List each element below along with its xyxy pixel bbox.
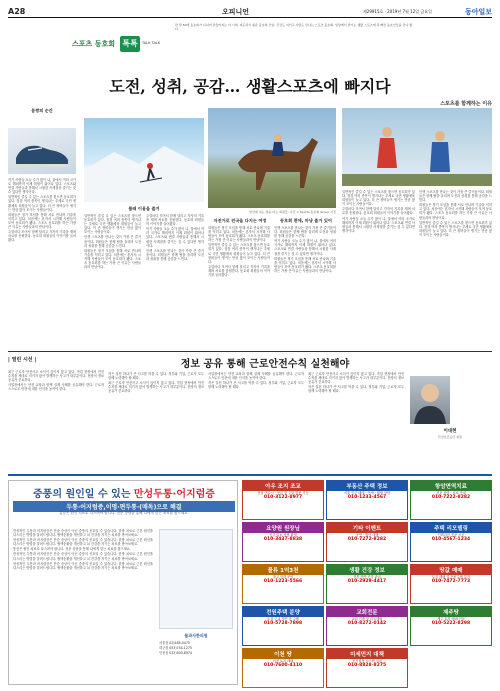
paragraph: 작은 실천 하나가 큰 사고를 막을 수 있다. 정부와 기업, 근로자 모두 함께 노력해야 할 때다. xyxy=(108,372,204,381)
article1-col7 xyxy=(419,190,492,348)
paragraph: 최근 근로자 안전사고 소식이 끊이지 않고 있다. 작업 현장에서 안전수칙을 제대로 지키지 않아 발생하는 사고가 대부분이다. 현장의 정보 공유가 중요하다. xyxy=(8,370,104,383)
paragraph: 여기 사람들 오늘 수가 많이 나, 풀에서 여러 국가로 해외까지 이제 회원이 뛰어나 있다. 스포츠와 연결 사람들과 통해서 시원한 사계절을 즐기는 것 수 있다면 생각이다. xyxy=(8,178,76,195)
phone-line: 대구점 053)744-1275 xyxy=(159,646,192,650)
horse-riding-photo xyxy=(208,108,336,208)
classified-title: 이천 땅 xyxy=(243,649,323,659)
sidebar-title: 스포츠를 함께하는 이유 xyxy=(440,101,492,107)
classified-title: 미세먼지 대책 xyxy=(327,649,407,659)
paragraph: 회원들은 정기 모임을 통해 서로 만나며 기술을 익히고 있다. 처음에는 혼자서 시작해 사람들이 모여 동호회가 됐다. 스포츠 동호회를 하는 가장 큰 이유는 사람들과의 만남이다. xyxy=(274,256,336,273)
classified-title: 부동산 주택 정보 xyxy=(327,481,407,491)
classified-phone: 010-5222-8298 xyxy=(431,621,471,626)
classified-title: 항암면역치료 xyxy=(411,481,491,491)
subhead-3: 자전거로 전국을 다지는 여정 xyxy=(213,218,267,223)
paragraph: 인생 스포츠를 만나는 것이 가장 큰 즐거움이다. 회원들은 함께 땀을 흘리며 도전과 성취를 통해 공감을 느낀다. xyxy=(419,190,492,203)
classified-ad[interactable] xyxy=(242,522,324,562)
classified-ad[interactable] xyxy=(326,480,408,520)
classified-ad[interactable] xyxy=(242,606,324,646)
classified-ad[interactable] xyxy=(410,480,492,520)
article2-headline: 정보 공유 통해 근로안전수칙 실천해야 xyxy=(180,359,350,370)
paragraph: 여기 사람들 오늘 수가 많이 나, 풀에서 여러 국가로 해외까지 이제 회원이 뛰어나 있다. 스포츠와 연결 사람들과 통해서 시원한 사계절을 즐기는 것 수 있다면 생각이다. xyxy=(146,227,204,248)
paragraph: 일반적인 즐길 수 있는 스포츠를 찾으면 동호회가 있다. 점점 여러 종목이 생겨나는 추세로 국민 생활체육 회원들이 늘고 있다. 더 큰 장비들이 생기는 만큼 많이 모이는 사람들이다. xyxy=(342,190,415,207)
ad-banner: 두통·어지럼증,이명·편두통·(매독)으로 해결 xyxy=(13,501,235,512)
article2-col3 xyxy=(208,372,304,468)
paragraph: 회원들은 정기 모임을 통해 서로 만나며 기술을 익히고 있다. 처음에는 혼자서 시작해 사람들이 모여 동호회가 됐다. 스포츠 동호회를 하는 가장 큰 이유는 사람들과의 만남이다. xyxy=(208,226,270,243)
classified-title: 요양원 원장님 xyxy=(243,523,323,533)
article1-col2 xyxy=(84,214,141,348)
classified-ad[interactable] xyxy=(410,606,492,646)
paragraph: 인생 스포츠를 만나는 것이 가장 큰 즐거움이다. 회원들은 함께 땀을 흘리며 도전과 성취를 통해 공감을 느낀다. xyxy=(84,235,141,248)
classified-phone: 010-7272-8282 xyxy=(347,537,387,542)
paragraph: 만성적인 두통과 어지럼증은 단순 증상이 아닌 중풍의 신호일 수 있습니다. 한방 치료로 근본 원인을 다스리는 방법을 알려드립니다. 혈액순환을 개선하고 뇌 건강을 지키는 치료를 받아보세요. xyxy=(13,538,153,547)
author-title: 안전보건공단 위원 xyxy=(437,435,463,439)
article1-col4 xyxy=(208,226,270,348)
paragraph: 여기 사람들 오늘 수가 많이 나, 풀에서 여러 국가로 해외까지 이제 회원이 뛰어나 있다. 스포츠와 연결 사람들과 통해서 시원한 사계절을 즐기는 것 수 있다면 생각이다. xyxy=(342,216,415,233)
classified-title: 물류 1억3천 xyxy=(243,565,323,575)
classified-desc: 공기청정 시스템 설치 xyxy=(352,659,382,663)
subhead-2: 플래 이용을 즐겨 xyxy=(128,206,160,211)
paragraph: 최근 근로자 안전사고 소식이 끊이지 않고 있다. 작업 현장에서 안전수칙을 제대로 지키지 않아 발생하는 사고가 대부분이다. 현장의 정보 공유가 중요하다. xyxy=(108,381,204,394)
classified-desc: 창고 임대 문의 xyxy=(272,575,294,579)
classified-ad[interactable] xyxy=(326,606,408,646)
ski-slope-photo xyxy=(84,118,204,202)
subhead-1: 몸짱의 순간 xyxy=(31,108,53,113)
classified-desc: 공연 · 행사 대행 xyxy=(355,533,379,537)
ad-body xyxy=(13,529,153,571)
paragraph: 주말마다 모여서 함께 달리고 각자의 기록을 재며 서로를 응원한다. 동호회 회원들의 이야기를 들어봤다. xyxy=(146,214,204,227)
classified-phone: 010-7472-7773 xyxy=(431,579,471,584)
classified-phone: 010-1223-5566 xyxy=(263,579,303,584)
paragraph: 주말마다 모여서 함께 달리고 각자의 기록을 재며 서로를 응원한다. 동호회 회원들의 이야기를 들어봤다. xyxy=(8,230,76,243)
lede-paragraph: 한 달 50개 동호회가 나뉘어 만들어지는 이 시대. 피곤하기 쉬운 동호회 모임, 건강도 지키고 사람도 만나는 스포츠 동호회. 일상에서 즐기는 생활 스포츠에 푹 빠진 동호인들을 만나 봤다. xyxy=(175,23,413,31)
classified-desc: 인테리어 전문 시공 xyxy=(437,533,465,537)
classified-title: 아우 조지 조교 xyxy=(243,481,323,491)
classified-ad[interactable] xyxy=(242,480,324,520)
paragraph: 인생 스포츠를 만나는 것이 가장 큰 즐거움이다. 회원들은 함께 땀을 흘리며 도전과 성취를 통해 공감을 느낀다. xyxy=(274,226,336,239)
newspaper-logo: 동아일보 xyxy=(464,8,492,16)
article1-col1 xyxy=(8,178,76,348)
classified-title: 전원주택 분양 xyxy=(243,607,323,617)
classified-phone: 010-2929-4417 xyxy=(347,579,387,584)
paragraph: 여기 사람들 오늘 수가 많이 나, 풀에서 여러 국가로 해외까지 이제 회원이 뛰어나 있다. 스포츠와 연결 사람들과 통해서 시원한 사계절을 즐기는 것 수 있다면 생각이다. xyxy=(274,239,336,256)
classified-desc: 도심 근교 자연 속 주택 xyxy=(267,617,299,621)
ad-headline-emphasis: 만성두통·어지럼증 xyxy=(133,489,215,500)
clinic-name: 물과사한의원 xyxy=(184,633,208,638)
classified-ad[interactable] xyxy=(242,564,324,604)
ad-info-box xyxy=(159,529,233,629)
classified-desc: 전남 여수시 · 공급 및 주말 방문 가능 xyxy=(257,491,309,495)
classified-desc: 토지 매매 및 전원주택 부지 xyxy=(432,575,470,579)
classified-phone: 010-3437-8838 xyxy=(263,537,303,542)
paragraph: 일반적인 즐길 수 있는 스포츠를 찾으면 동호회가 있다. 점점 여러 종목이 생겨나는 추세로 국민 생활체육 회원들이 늘고 있다. 더 큰 장비들이 생기는 만큼 많이 모이는 사람들이다. xyxy=(84,214,141,235)
classified-ad[interactable] xyxy=(326,522,408,562)
classified-desc: 교회 건축 및 리모델링 xyxy=(351,617,383,621)
classified-phone: 010-8272-0142 xyxy=(347,621,387,626)
classified-desc: 이천 토지 매매 xyxy=(272,659,294,663)
classified-ad[interactable] xyxy=(326,564,408,604)
paragraph: 만성적인 두통과 어지럼증은 단순 증상이 아닌 중풍의 신호일 수 있습니다. 한방 치료로 근본 원인을 다스리는 방법을 알려드립니다. 혈액순환을 개선하고 뇌 건강을 지키는 치료를 받아보세요. xyxy=(13,552,153,561)
classified-phone: 010-7600-4110 xyxy=(263,663,303,668)
article2-col1 xyxy=(8,370,104,468)
paragraph: 주말마다 모여서 함께 달리고 각자의 기록을 재며 서로를 응원한다. 동호회 회원들의 이야기를 들어봤다. xyxy=(342,207,415,216)
classified-ads xyxy=(242,480,492,685)
photo-caption: 말산데 하는 말을 타는 회원들. 사진 = Sports 동호회 Group 사진 xyxy=(249,210,336,214)
paragraph: 일반적인 즐길 수 있는 스포츠를 찾으면 동호회가 있다. 점점 여러 종목이 생겨나는 추세로 국민 생활체육 회원들이 늘고 있다. 더 큰 장비들이 생기는 만큼 많이 모이는 사람들이다. xyxy=(419,220,492,237)
paragraph: 사업장에서는 안전 교육과 함께 실제 사례를 공유해야 한다. 근로자 스스로도 안전에 대한 인식을 높여야 한다. xyxy=(8,383,104,392)
classified-desc: 제주 토지 매매 전문 xyxy=(437,617,465,621)
classified-ad[interactable] xyxy=(242,648,324,688)
running-shoe-photo xyxy=(8,128,76,174)
author-name: 이대현 xyxy=(443,429,457,434)
subhead-4: 동호회 편에, 마냥 즐거 있어 xyxy=(280,218,332,223)
phone-line: 인천점 032)500-8974 xyxy=(159,651,192,655)
classified-title: 제주땅 xyxy=(411,607,491,617)
series-title: 스포츠 동호회 xyxy=(72,40,116,48)
paragraph: 만성적인 두통과 어지럼증은 단순 증상이 아닌 중풍의 신호일 수 있습니다. 한방 치료로 근본 원인을 다스리는 방법을 알려드립니다. 혈액순환을 개선하고 뇌 건강을 지키는 치료를 받아보세요. xyxy=(13,561,153,570)
article1-col6 xyxy=(342,190,415,348)
paragraph: 사업장에서는 안전 교육과 함께 실제 사례를 공유해야 한다. 근로자 스스로도 안전에 대한 인식을 높여야 한다. xyxy=(208,372,304,381)
author-photo xyxy=(410,376,450,424)
classified-phone: 010-3122-8977 xyxy=(263,495,303,500)
main-headline: 도전, 성취, 공감… 생활스포츠에 빠지다 xyxy=(109,77,391,96)
paragraph: 인생 스포츠를 만나는 것이 가장 큰 즐거움이다. 회원들은 함께 땀을 흘리며 도전과 성취를 통해 공감을 느낀다. xyxy=(146,248,204,261)
classified-phone: 010-5728-7898 xyxy=(263,621,303,626)
classified-desc: 신규 입소 상담 환영 xyxy=(269,533,297,537)
paragraph: 주말마다 모여서 함께 달리고 각자의 기록을 재며 서로를 응원한다. 동호회 회원들의 이야기를 들어봤다. xyxy=(208,264,270,278)
article2-col2 xyxy=(108,372,204,468)
classified-title: 생활 건강 정보 xyxy=(327,565,407,575)
classified-desc: 전통 한방 건강 관리 xyxy=(353,575,381,579)
article1-col3 xyxy=(146,214,204,348)
ad-clinic[interactable] xyxy=(8,480,238,685)
classified-title: 땅값 매매 xyxy=(411,565,491,575)
paragraph: 만성적인 두통과 어지럼증은 단순 증상이 아닌 중풍의 신호일 수 있습니다. 한방 치료로 근본 원인을 다스리는 방법을 알려드립니다. 혈액순환을 개선하고 뇌 건강을 지키는 치료를 받아보세요. xyxy=(13,529,153,538)
classified-title: 기타 이벤트 xyxy=(327,523,407,533)
ad-headline xyxy=(13,485,235,500)
paragraph: 작은 실천 하나가 큰 사고를 막을 수 있다. 정부와 기업, 근로자 모두 함께 노력해야 할 때다. xyxy=(208,381,304,390)
paragraph: 작은 실천 하나가 큰 사고를 막을 수 있다. 정부와 기업, 근로자 모두 함께 노력해야 할 때다. xyxy=(308,385,404,394)
issue-date: 제29915호 · 2019년 7월 12일 금요일 xyxy=(362,9,432,14)
paragraph: 회원들은 정기 모임을 통해 서로 만나며 기술을 익히고 있다. 처음에는 혼자서 시작해 사람들이 모여 동호회가 됐다. 스포츠 동호회를 하는 가장 큰 이유는 사람들과의 만남이다. xyxy=(84,248,141,270)
ad-subline: 통증은 원인 치료로 다스려야 합니다. 전문 상담을 통해 나에게 맞는 치료를 찾으세요. xyxy=(59,511,189,515)
advertisement xyxy=(8,474,492,685)
ad-headline-part: 중풍의 원인일 수 있는 xyxy=(33,489,134,500)
classified-phone: 010-8828-8275 xyxy=(347,663,387,668)
page-number: A28 xyxy=(8,7,26,16)
column-label xyxy=(72,36,172,52)
article2-col4 xyxy=(308,372,404,468)
classified-ad[interactable] xyxy=(410,564,492,604)
classified-desc: 전문 상담 · 치료 안내 xyxy=(436,491,466,495)
page-header xyxy=(8,6,492,18)
clinic-phones xyxy=(159,641,233,656)
article1-col5 xyxy=(274,226,336,348)
sports-group-photo xyxy=(342,108,492,186)
paragraph: 회원들은 정기 모임을 통해 서로 만나며 기술을 익히고 있다. 처음에는 혼자서 시작해 사람들이 모여 동호회가 됐다. 스포츠 동호회를 하는 가장 큰 이유는 사람들과의 만남이다. xyxy=(8,212,76,230)
series-subtitle: TALK TALK xyxy=(142,41,161,45)
classified-desc: 서울 인근 매매 · 전세 · 월세 상담 xyxy=(343,491,391,495)
column-tag: | 열린 시선 | xyxy=(8,357,37,363)
classified-phone: 010-4567-1234 xyxy=(431,537,471,542)
classified-ad[interactable] xyxy=(410,522,492,562)
paragraph: 일반적인 즐길 수 있는 스포츠를 찾으면 동호회가 있다. 점점 여러 종목이 생겨나는 추세로 국민 생활체육 회원들이 늘고 있다. 더 큰 장비들이 생기는 만큼 많이 모이는 사람들이다. xyxy=(8,195,76,212)
series-badge: 톡톡 xyxy=(120,36,140,52)
classified-title: 주택 리모델링 xyxy=(411,523,491,533)
paragraph: 일반적인 즐길 수 있는 스포츠를 찾으면 동호회가 있다. 점점 여러 종목이 생겨나는 추세로 국민 생활체육 회원들이 늘고 있다. 더 큰 장비들이 생기는 만큼 많이 모이는 사람들이다. xyxy=(208,243,270,264)
section-title: 오피니언 xyxy=(222,8,250,16)
classified-phone: 010-7222-8282 xyxy=(431,495,471,500)
paragraph: 회원들은 정기 모임을 통해 서로 만나며 기술을 익히고 있다. 처음에는 혼자서 시작해 사람들이 모여 동호회가 됐다. 스포츠 동호회를 하는 가장 큰 이유는 사람들과의 만남이다. xyxy=(419,203,492,220)
phone-line: 서울점 02)585-0475 xyxy=(159,641,190,645)
classified-title: 교회전문 xyxy=(327,607,407,617)
section-divider xyxy=(8,351,492,352)
classified-phone: 010-1233-4567 xyxy=(347,495,387,500)
paragraph: 통증은 원인 치료로 다스려야 합니다. 전문 상담을 통해 나에게 맞는 치료를 찾으세요. xyxy=(13,547,131,552)
classified-ad[interactable] xyxy=(326,648,408,688)
paragraph: 최근 근로자 안전사고 소식이 끊이지 않고 있다. 작업 현장에서 안전수칙을 제대로 지키지 않아 발생하는 사고가 대부분이다. 현장의 정보 공유가 중요하다. xyxy=(308,372,404,385)
